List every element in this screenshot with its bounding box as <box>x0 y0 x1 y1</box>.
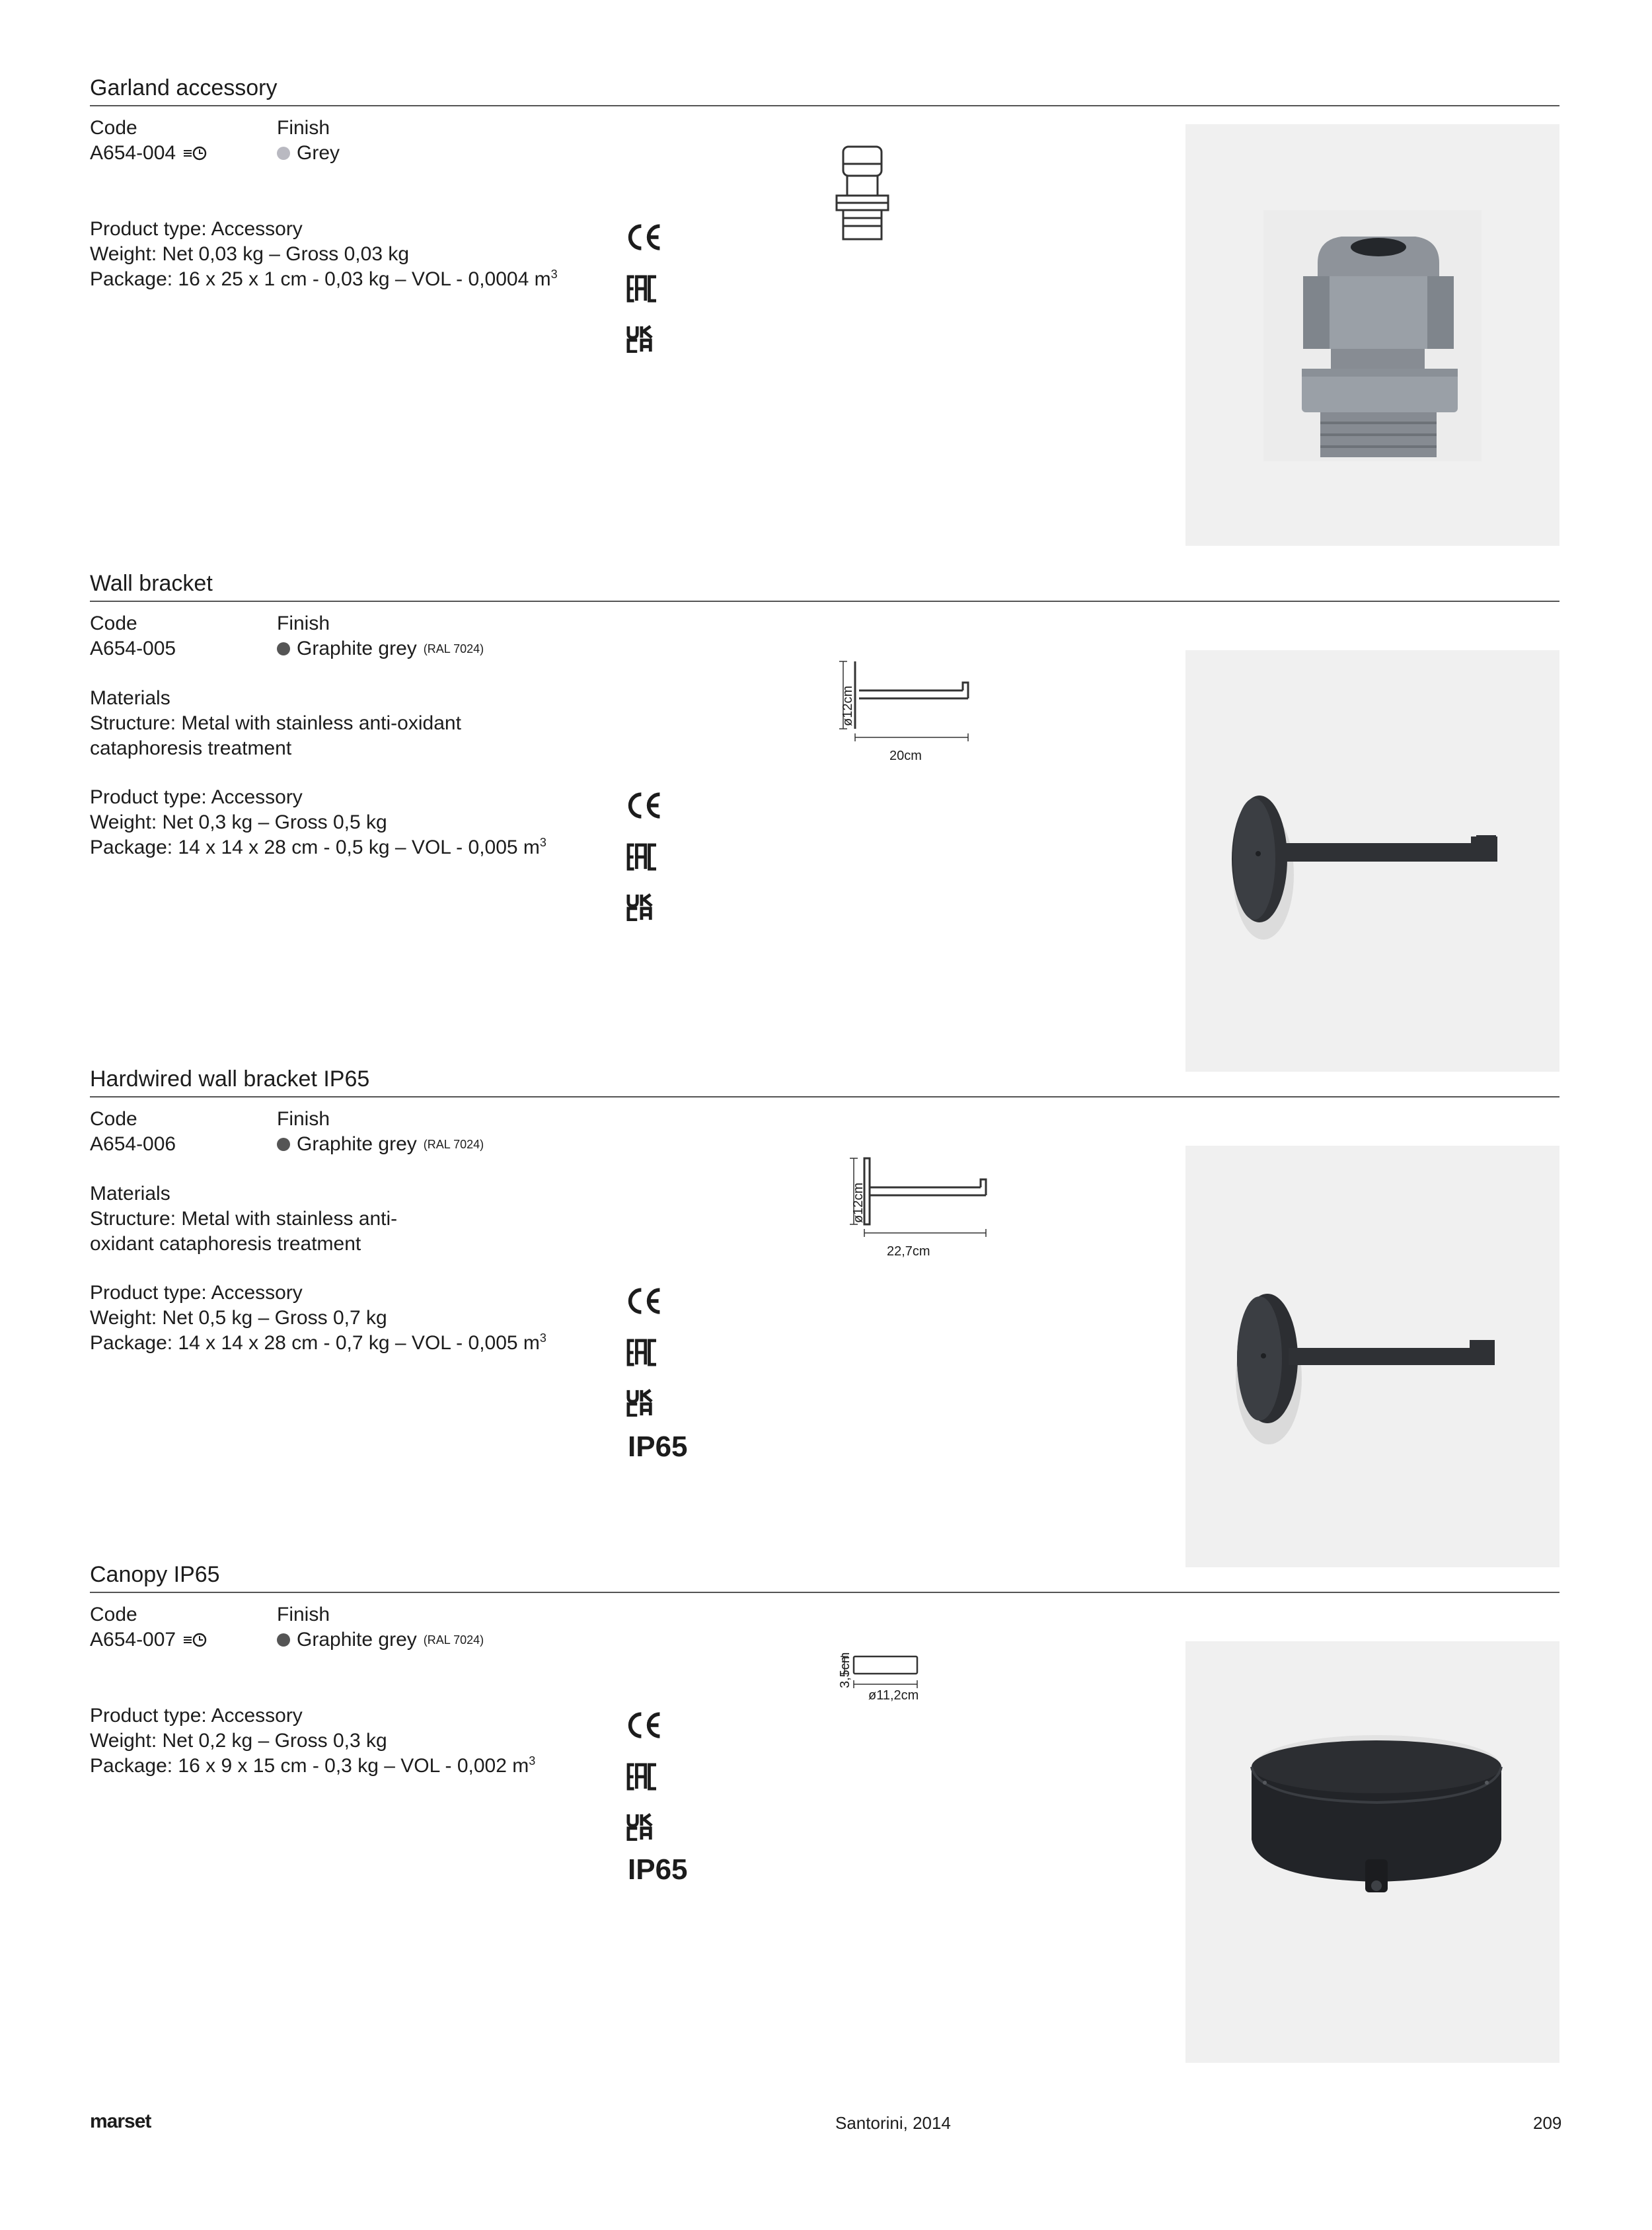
ukca-mark-icon <box>626 1389 654 1417</box>
footer-page-number: 209 <box>1533 2113 1562 2133</box>
section-title: Garland accessory <box>90 75 278 100</box>
package-row <box>90 1331 546 1356</box>
product-photo-canopy <box>1185 1641 1559 2063</box>
eac-mark-icon <box>626 1339 658 1366</box>
section-title: Hardwired wall bracket IP65 <box>90 1066 370 1092</box>
product-photo-hardwired-bracket <box>1185 1146 1559 1567</box>
package-row <box>90 1754 535 1779</box>
materials-info <box>90 686 461 761</box>
ce-mark-icon <box>626 792 663 819</box>
finish-ral-note: (RAL 7024) <box>423 642 484 655</box>
code-value: A654-006 <box>90 1133 176 1155</box>
materials-label: Materials <box>90 687 170 709</box>
ce-mark-icon <box>626 1287 663 1315</box>
section-hardwired-wall-bracket <box>90 1059 1559 1555</box>
ce-mark-icon <box>626 1711 663 1739</box>
code-value: A654-005 <box>90 638 176 659</box>
finish-value-row <box>277 141 340 166</box>
package: Package: 14 x 14 x 28 cm - 0,5 kg – VOL - 0,005 m <box>90 836 540 858</box>
finish-value-row <box>277 636 484 661</box>
cable-gland-clock-icon <box>182 1632 207 1648</box>
cable-gland-clock-icon <box>182 145 207 161</box>
product-photo-cable-gland <box>1185 124 1559 546</box>
eac-mark-icon <box>626 275 658 303</box>
finish-label: Finish <box>277 613 330 634</box>
section-garland-accessory <box>90 68 1559 564</box>
product-type: Product type: Accessory <box>90 218 303 240</box>
code-value: A654-004 <box>90 142 176 164</box>
package-unit-sup: 3 <box>529 1754 536 1767</box>
code-label: Code <box>90 117 137 139</box>
ip65-rating: IP65 <box>628 1431 688 1463</box>
dimension-width: 22,7cm <box>887 1244 930 1259</box>
package-unit-sup: 3 <box>539 1331 546 1345</box>
ip65-rating: IP65 <box>628 1853 688 1886</box>
dimension-width: ø11,2cm <box>868 1688 919 1703</box>
finish-value-row <box>277 1627 484 1653</box>
finish-value: Graphite grey <box>297 1629 417 1651</box>
technical-drawing <box>843 1152 1015 1244</box>
materials-line-1: Structure: Metal with stainless anti-oxidant <box>90 712 461 734</box>
section-divider <box>90 601 1559 602</box>
product-info <box>90 1281 546 1356</box>
package-unit-sup: 3 <box>550 268 558 281</box>
section-title: Wall bracket <box>90 571 213 596</box>
materials-line-2: oxidant cataphoresis treatment <box>90 1233 361 1255</box>
product-type: Product type: Accessory <box>90 786 303 808</box>
finish-swatch-grey <box>277 147 290 160</box>
finish-swatch-graphite <box>277 1633 290 1647</box>
package-row <box>90 835 546 860</box>
finish-ral-note: (RAL 7024) <box>423 1633 484 1647</box>
code-label: Code <box>90 1108 137 1130</box>
section-divider <box>90 105 1559 106</box>
code-label: Code <box>90 613 137 634</box>
finish-label: Finish <box>277 1604 330 1625</box>
finish-value-row <box>277 1132 484 1157</box>
code-value-row <box>90 141 207 166</box>
ukca-mark-icon <box>626 1813 654 1841</box>
eac-mark-icon <box>626 1763 658 1791</box>
materials-line-2: cataphoresis treatment <box>90 737 292 759</box>
product-type: Product type: Accessory <box>90 1705 303 1727</box>
product-photo-wall-bracket <box>1185 650 1559 1072</box>
weight: Weight: Net 0,3 kg – Gross 0,5 kg <box>90 811 387 833</box>
weight: Weight: Net 0,5 kg – Gross 0,7 kg <box>90 1307 387 1329</box>
weight: Weight: Net 0,2 kg – Gross 0,3 kg <box>90 1730 387 1752</box>
section-divider <box>90 1096 1559 1097</box>
eac-mark-icon <box>626 843 658 871</box>
product-info <box>90 785 546 860</box>
package: Package: 16 x 25 x 1 cm - 0,03 kg – VOL - 0,0004 m <box>90 268 551 290</box>
weight: Weight: Net 0,03 kg – Gross 0,03 kg <box>90 243 410 265</box>
code-value: A654-007 <box>90 1629 176 1651</box>
ce-mark-icon <box>626 223 663 251</box>
dimension-width: 20cm <box>889 749 922 763</box>
ukca-mark-icon <box>626 325 654 353</box>
technical-drawing <box>833 656 998 749</box>
finish-value: Graphite grey <box>297 638 417 659</box>
section-canopy-ip65 <box>90 1555 1559 2050</box>
finish-swatch-graphite <box>277 1138 290 1151</box>
code-value-row <box>90 1627 207 1653</box>
materials-label: Materials <box>90 1183 170 1205</box>
dimension-height: ø12cm <box>841 685 855 726</box>
section-divider <box>90 1592 1559 1593</box>
product-info <box>90 217 558 292</box>
dimension-height: ø12cm <box>851 1182 866 1223</box>
product-type: Product type: Accessory <box>90 1282 303 1304</box>
finish-label: Finish <box>277 1108 330 1130</box>
footer-collection: Santorini, 2014 <box>835 2113 951 2133</box>
materials-info <box>90 1181 397 1257</box>
finish-ral-note: (RAL 7024) <box>423 1138 484 1151</box>
finish-value: Grey <box>297 142 340 164</box>
package: Package: 14 x 14 x 28 cm - 0,7 kg – VOL - 0,005 m <box>90 1332 540 1354</box>
finish-label: Finish <box>277 117 330 139</box>
section-title: Canopy IP65 <box>90 1562 220 1587</box>
dimension-height: 3,5cm <box>838 1652 852 1688</box>
finish-swatch-graphite <box>277 642 290 655</box>
brand-logo: marset <box>90 2110 151 2132</box>
technical-drawing <box>834 144 891 242</box>
package-unit-sup: 3 <box>539 836 546 849</box>
code-label: Code <box>90 1604 137 1625</box>
product-info <box>90 1703 535 1779</box>
section-wall-bracket <box>90 564 1559 1059</box>
ukca-mark-icon <box>626 893 654 921</box>
package: Package: 16 x 9 x 15 cm - 0,3 kg – VOL - 0,002 m <box>90 1755 529 1777</box>
finish-value: Graphite grey <box>297 1133 417 1155</box>
materials-line-1: Structure: Metal with stainless anti- <box>90 1208 398 1230</box>
package-row <box>90 267 558 292</box>
